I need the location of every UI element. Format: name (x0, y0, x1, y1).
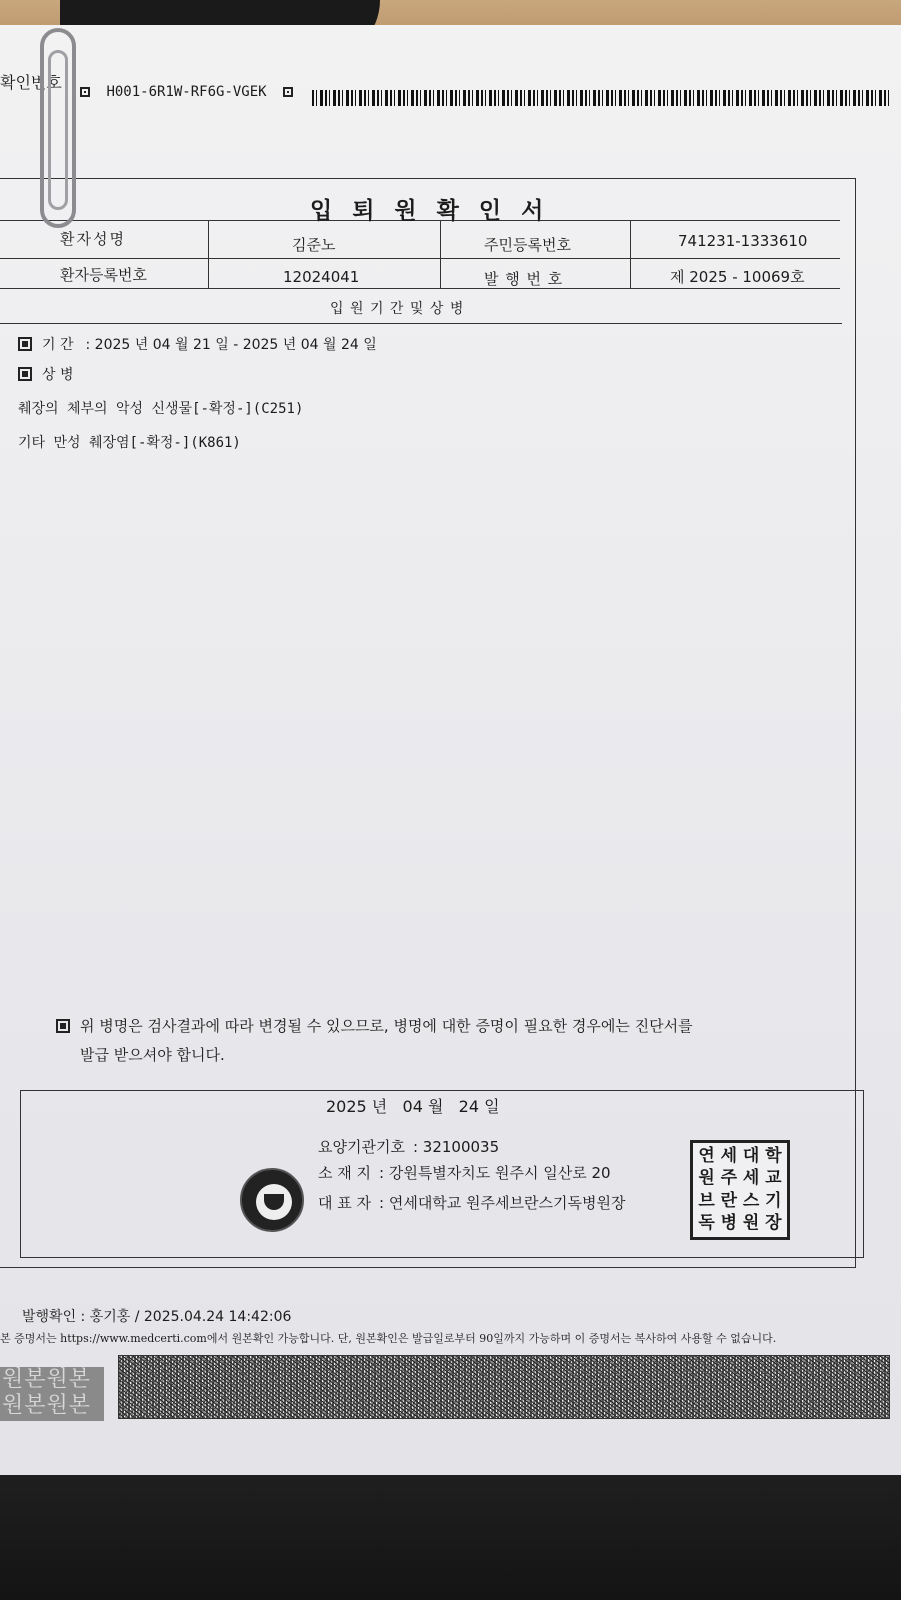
footer-note: 본 증명서는 https://www.medcerti.com에서 원본확인 가능합니다. 단, 원본확인은 발급일로부터 90일까지 가능하며 이 증명서는 복사하여 사용할 수 없습니다. (0, 1332, 777, 1345)
seal-char: 주 (720, 1168, 738, 1189)
diagnosis-item: 기타 만성 췌장염[-확정-](K861) (18, 435, 241, 451)
seal-char: 기 (765, 1190, 782, 1211)
bullet-icon (18, 337, 32, 351)
address-row (318, 1162, 611, 1183)
official-seal-stamp (690, 1140, 790, 1240)
seal-char: 장 (765, 1212, 782, 1233)
confirm-label: 확인번호 (0, 73, 62, 92)
period-row (18, 334, 377, 354)
issue-no-value: 제 2025 - 10069호 (670, 268, 805, 286)
org-code-label: 요양기관기호 (318, 1138, 405, 1156)
address-value: : 강원특별자치도 원주시 일산로 20 (379, 1164, 611, 1182)
watermark-text: 원본원본 (2, 1367, 92, 1392)
org-code-value: : 32100035 (412, 1138, 500, 1156)
university-logo-icon (240, 1168, 304, 1232)
seal-char: 원 (742, 1212, 760, 1233)
document-title: 입퇴원확인서 (310, 198, 564, 224)
issue-date: 2025 년 04 월 24 일 (326, 1097, 500, 1116)
divider (440, 220, 441, 288)
period-label: 기 간 (42, 337, 74, 353)
issue-no-label: 발 행 번 호 (484, 270, 564, 288)
bullet-icon (56, 1019, 70, 1033)
paper-clip-inner (48, 50, 68, 210)
notice-line-1: 위 병명은 검사결과에 따라 변경될 수 있으므로, 병명에 대한 증명이 필요한 경우에는 진단서를 (56, 1015, 693, 1036)
seal-char: 교 (765, 1168, 782, 1189)
divider (0, 258, 840, 259)
seal-char: 브 (698, 1190, 715, 1211)
divider (630, 220, 631, 288)
rrn-value: 741231-1333610 (678, 232, 808, 250)
seal-char: 대 (742, 1146, 760, 1166)
divider (0, 288, 840, 289)
confirm-code-line (80, 84, 293, 100)
barcode (312, 90, 890, 106)
representative-value: : 연세대학교 원주세브란스기독병원장 (379, 1194, 626, 1212)
seal-char: 병 (720, 1212, 738, 1233)
seal-char: 세 (742, 1168, 760, 1189)
notice-line-2: 발급 받으셔야 합니다. (80, 1046, 225, 1064)
disease-row (18, 364, 74, 384)
issued-by: 발행확인 : 홍기홍 / 2025.04.24 14:42:06 (22, 1309, 292, 1325)
reg-no-label: 환자등록번호 (60, 266, 147, 284)
bullet-icon (18, 367, 32, 381)
watermark-text: 원본원본 (2, 1393, 92, 1418)
divider (0, 323, 842, 324)
disease-label: 상 병 (42, 367, 74, 383)
org-code-row (318, 1136, 499, 1157)
box-icon (80, 87, 90, 97)
patient-name-value: 김준노 (292, 236, 336, 254)
seal-char: 란 (720, 1190, 738, 1211)
reg-no-value: 12024041 (283, 268, 360, 286)
seal-char: 원 (698, 1168, 715, 1189)
seal-char: 세 (720, 1146, 738, 1166)
original-watermark (0, 1367, 104, 1421)
period-value: : 2025 년 04 월 21 일 - 2025 년 04 월 24 일 (85, 337, 377, 353)
patient-name-label: 환자성명 (60, 230, 126, 248)
box-icon (283, 87, 293, 97)
seal-char: 독 (698, 1212, 715, 1233)
seal-char: 학 (765, 1146, 782, 1166)
security-noise-pattern (118, 1355, 890, 1419)
representative-label: 대 표 자 (318, 1194, 372, 1212)
seal-char: 연 (698, 1146, 715, 1166)
seal-char: 스 (742, 1190, 760, 1211)
diagnosis-item: 췌장의 체부의 악성 신생물[-확정-](C251) (18, 401, 304, 417)
confirm-code: H001-6R1W-RF6G-VGEK (106, 84, 267, 100)
address-label: 소 재 지 (318, 1164, 372, 1182)
rrn-label: 주민등록번호 (484, 236, 571, 254)
representative-row (318, 1192, 625, 1213)
divider (208, 220, 209, 288)
section-title: 입 원 기 간 및 상 병 (330, 301, 465, 317)
